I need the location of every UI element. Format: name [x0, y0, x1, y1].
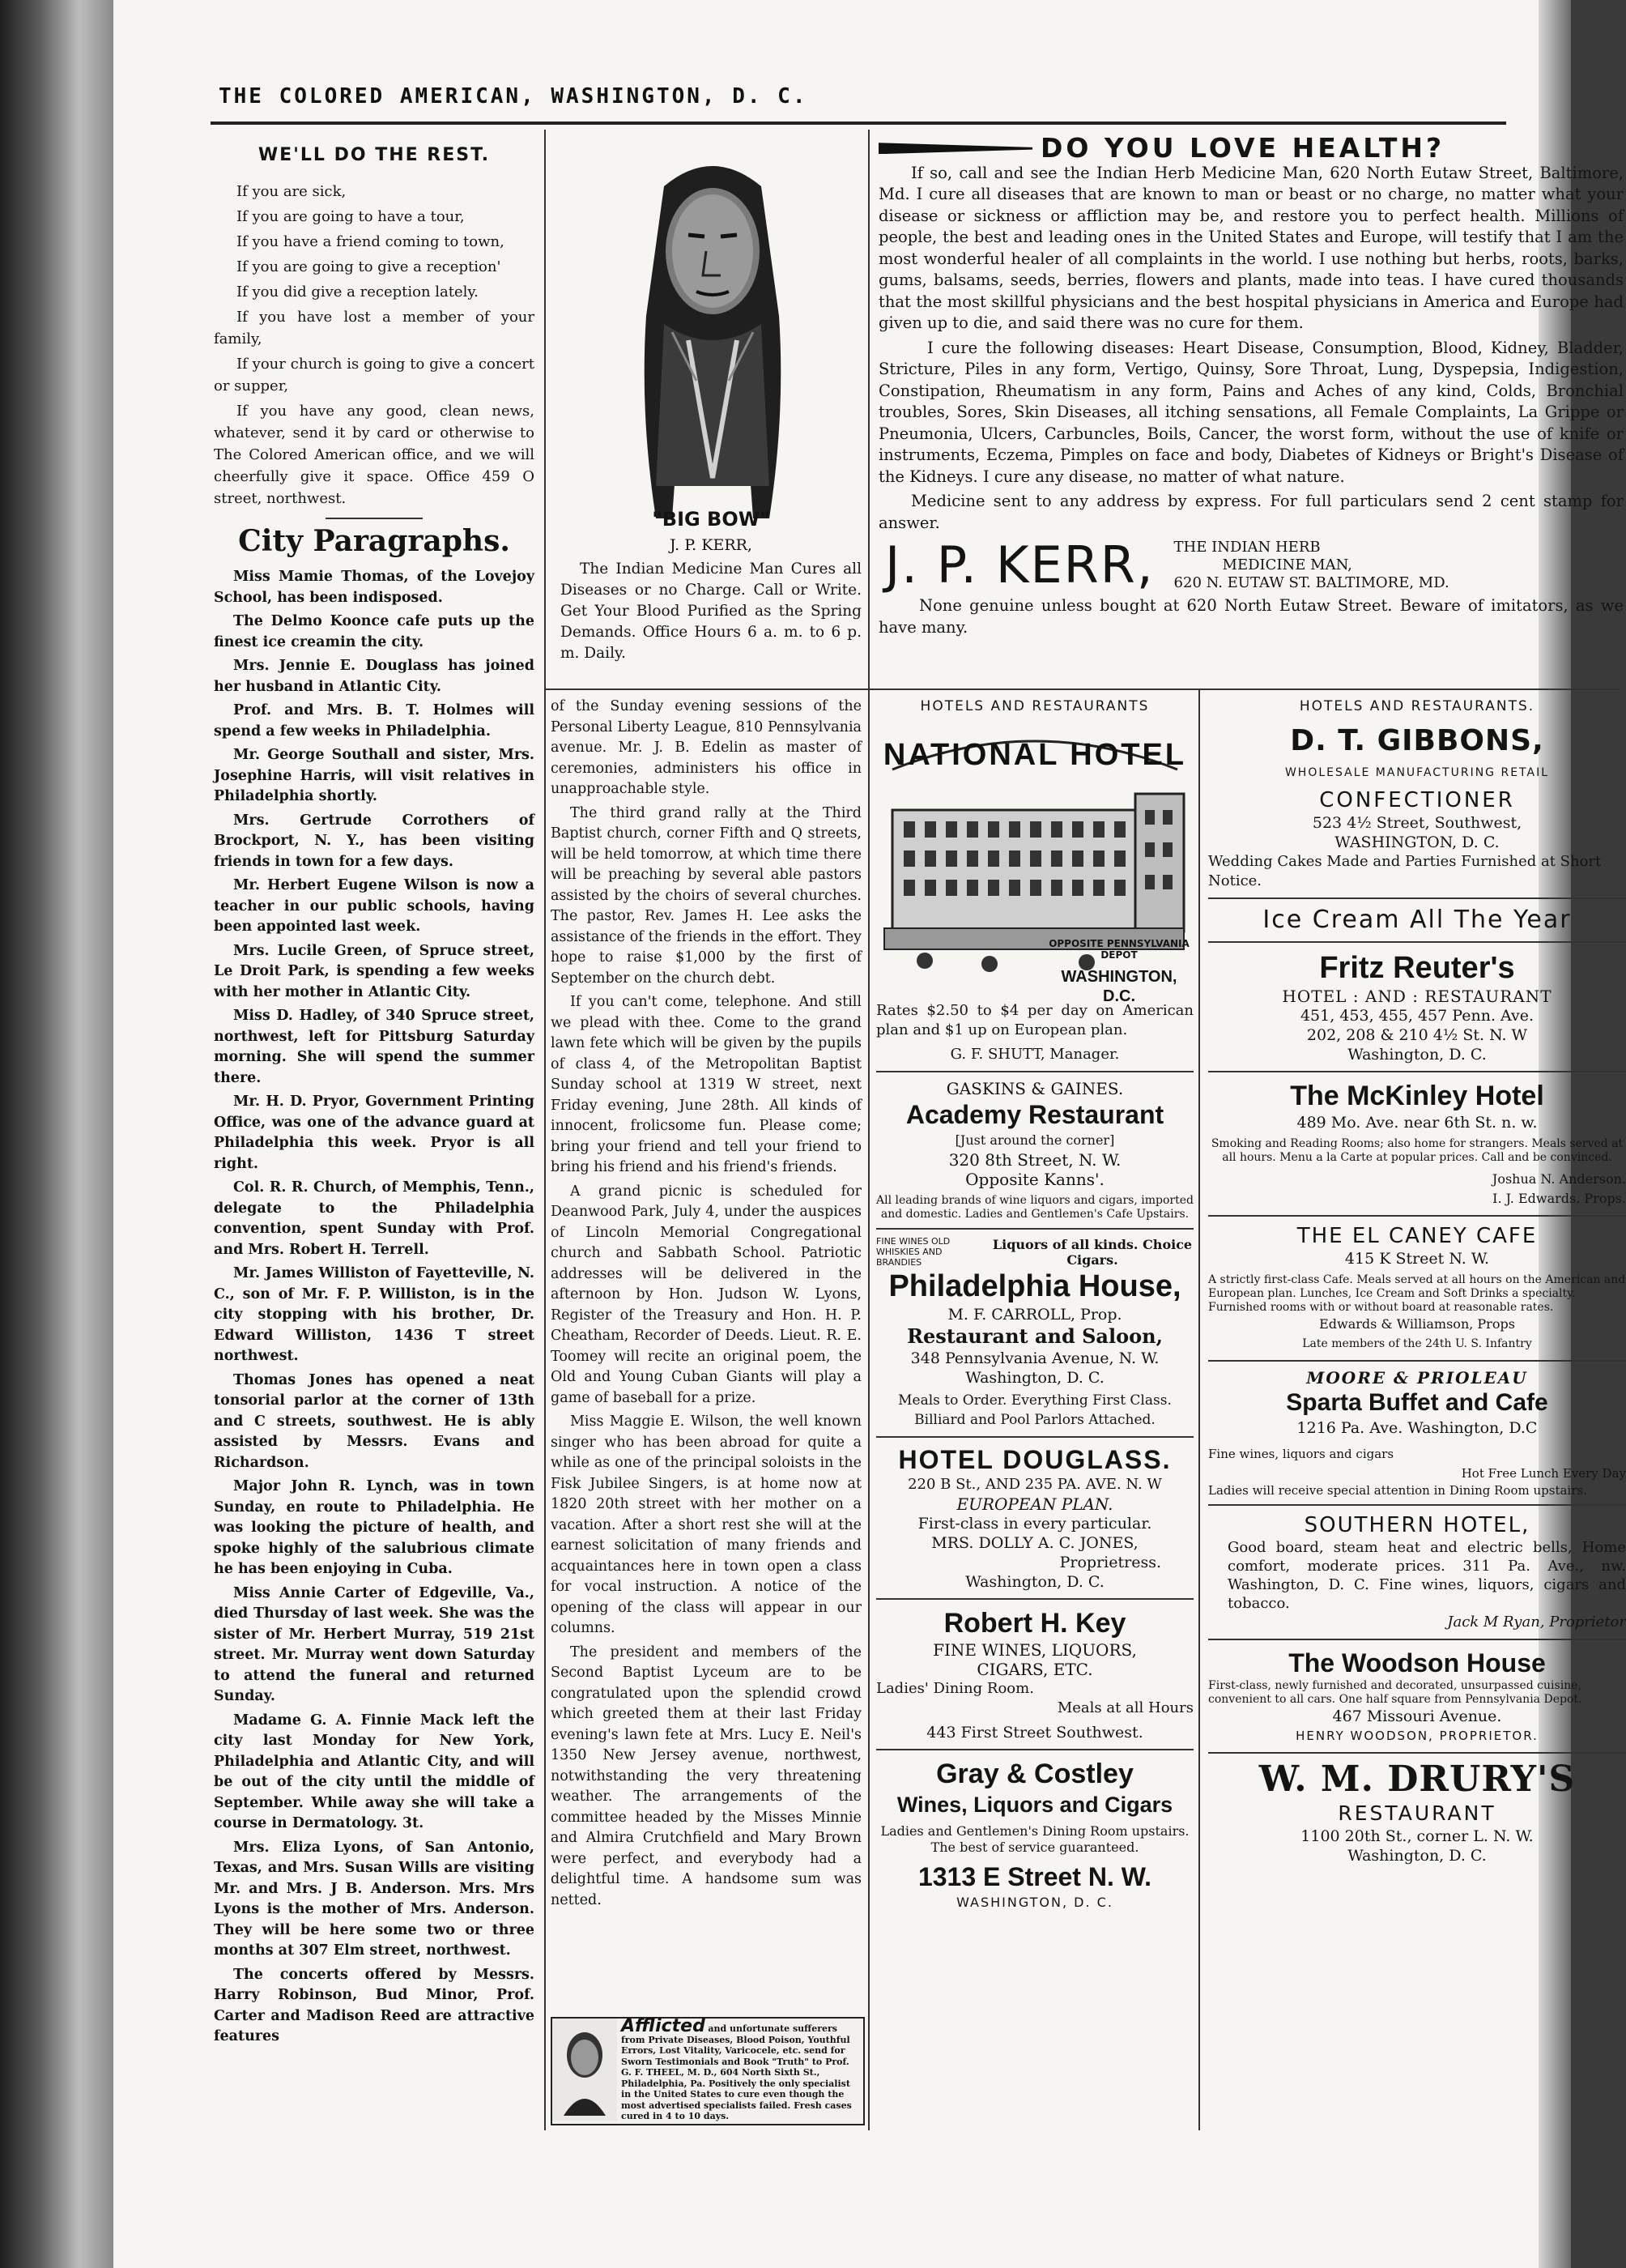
- sparta-text: Fine wines, liquors and cigars: [1208, 1447, 1394, 1461]
- mckinley-props: I. J. Edwards. Props.: [1492, 1191, 1626, 1206]
- national-rates: Rates $2.50 to $4 per day on American plan and $1 up on European plan.: [876, 1002, 1194, 1038]
- gray-text: Ladies and Gentlemen's Dining Room upstairs. The best of service guaranteed.: [880, 1823, 1190, 1855]
- douglass-title-text: Proprietress.: [1059, 1554, 1161, 1571]
- philadelphia-billiard: Billiard and Pool Parlors Attached.: [914, 1412, 1156, 1428]
- academy-ad: [876, 1072, 1194, 1230]
- douglass-plan: EUROPEAN PLAN.: [956, 1494, 1113, 1514]
- divider: [326, 518, 423, 519]
- paragraph: Mrs. Lucile Green, of Spruce street, Le Droit Park, is spending a few weeks with her mother in Atlantic City.: [214, 942, 534, 1000]
- fritz-reuter-ad: [1208, 943, 1626, 1072]
- rest-line: If you are sick,: [236, 183, 347, 200]
- health-ad: [879, 132, 1624, 642]
- rest-line: If you have any good, clean news, whatever, send it by card or otherwise to The Colored American office, and we will cheerfully give it space. Office 459 O street, northwest.: [214, 403, 534, 507]
- southern-text: Good board, steam heat and electric bells, Home comfort, moderate prices. 311 Pa. Ave., nw. Washington, D. C. Fine wines, liquors, cigars and tobacco.: [1228, 1539, 1626, 1612]
- kerr-large-name: J. P. KERR,: [885, 535, 1155, 595]
- kerr-text: The Indian Medicine Man Cures all Diseases or no Charge. Call or Write. Get Your Blood Purified as the Spring Demands. Office Hours 6 a. m. to 6 p. m. Daily.: [560, 561, 862, 662]
- drury-title: W. M. DRURY'S: [1258, 1759, 1576, 1800]
- rest-line: If you have lost a member of your family,: [214, 309, 534, 347]
- mckinley-ad: [1208, 1072, 1626, 1217]
- portrait-engraving: [567, 138, 858, 543]
- moore-prioleau: MOORE & PRIOLEAU: [1306, 1368, 1528, 1388]
- rest-line: If you have a friend coming to town,: [236, 233, 504, 250]
- paragraph: The concerts offered by Messrs. Harry Robinson, Bud Minor, Prof. Carter and Madison Reed are attractive features: [214, 1966, 534, 2044]
- rest-line: If you are going to give a reception': [236, 258, 501, 275]
- mckinley-address: 489 Mo. Ave. near 6th St. n. w.: [1296, 1114, 1538, 1132]
- paragraph: Miss Mamie Thomas, of the Lovejoy School, has been indisposed.: [214, 569, 534, 606]
- drury-address: 1100 20th St., corner L. N. W.: [1300, 1827, 1534, 1845]
- academy-around: [Just around the corner]: [955, 1132, 1115, 1148]
- drury-city: Washington, D. C.: [1347, 1847, 1487, 1865]
- health-p1: If so, call and see the Indian Herb Medicine Man, 620 North Eutaw Street, Baltimore, Md. I cure all diseases that are known to man or beast or no charge, no matter what your disease or sickness or affliction may be, and restore you to perfect health. Millions of people, the best and leading ones in the United States and Europe, will testify that I am the most wonderful healer of all complaints in the world. I use nothing but herbs, roots, barks, gums, balsams, seeds, berries, flowers and plants, made into teas. I have cured thousands that the most skillful physicians and the best hospital physicians in America and Europe had given up to die, and said there was no cure for them.: [879, 163, 1624, 332]
- national-city: WASHINGTON, D.C.: [1061, 968, 1177, 1005]
- rest-title: WE'LL DO THE REST.: [258, 145, 491, 165]
- gray-city: WASHINGTON, D. C.: [956, 1895, 1113, 1910]
- paragraph: Mr. James Williston of Fayetteville, N. C., son of Mr. F. P. Williston, is in the city stopping with his brother, Dr. Edward Williston, 1436 T street northwest.: [214, 1265, 534, 1364]
- reuter-hotel: HOTEL : AND : RESTAURANT: [1282, 987, 1552, 1006]
- fine-wines: FINE WINES OLD WHISKIES AND BRANDIES: [876, 1236, 951, 1268]
- column-rule: [1198, 688, 1200, 2130]
- column-1: [214, 144, 534, 2051]
- kerr-name: J. P. KERR,: [670, 536, 752, 554]
- side-line: THE INDIAN HERB: [1173, 539, 1321, 556]
- el-caney-text: A strictly first-class Cafe. Meals served at all hours on the American and European plan. Lunches, Ice Cream and Soft Drinks a specialty. Furnished rooms with or without board at reasonable rates.: [1208, 1273, 1626, 1314]
- gibbons-city: WASHINGTON, D. C.: [1334, 833, 1500, 851]
- afflicted-text-block: [617, 2016, 863, 2124]
- paragraph: Prof. and Mrs. B. T. Holmes will spend a few weeks in Philadelphia.: [214, 702, 534, 740]
- key-line: Meals at all Hours: [1057, 1699, 1194, 1716]
- rest-line: If your church is going to give a concert or supper,: [214, 356, 534, 394]
- gray-wines: Wines, Liquors and Cigars: [896, 1793, 1173, 1817]
- key-address: 443 First Street Southwest.: [926, 1724, 1143, 1742]
- southern-hotel-ad: [1208, 1506, 1626, 1640]
- health-p4: None genuine unless bought at 620 North Eutaw Street. Beware of imitators, as we have many.: [879, 596, 1624, 637]
- liquors-text: Liquors of all kinds. Choice Cigars.: [992, 1236, 1193, 1268]
- woodson-address: 467 Missouri Avenue.: [1332, 1707, 1502, 1725]
- big-bow-portrait: [567, 138, 858, 543]
- reuter-title: Fritz Reuter's: [1319, 951, 1515, 985]
- reuter-address: 202, 208 & 210 4½ St. N. W: [1306, 1026, 1528, 1044]
- health-title: DO YOU LOVE HEALTH?: [1041, 132, 1445, 164]
- sparta-title: Sparta Buffet and Cafe: [1286, 1389, 1548, 1416]
- paragraph: Mrs. Gertrude Corrothers of Brockport, N. Y., has been visiting friends in town for a few days.: [214, 812, 534, 870]
- woodson-house-ad: [1208, 1640, 1626, 1754]
- city-paragraphs-title: City Paragraphs.: [238, 524, 510, 558]
- mckinley-title: The McKinley Hotel: [1290, 1081, 1544, 1111]
- paragraph: Mrs. Jennie E. Douglass has joined her husband in Atlantic City.: [214, 658, 534, 695]
- philadelphia-prop: M. F. CARROLL, Prop.: [947, 1306, 1122, 1324]
- douglass-proprietress: MRS. DOLLY A. C. JONES,: [931, 1534, 1139, 1552]
- gibbons-sub: WHOLESALE MANUFACTURING RETAIL: [1284, 766, 1550, 779]
- pointer-shape: [879, 143, 1032, 154]
- big-bow-caption: "BIG BOW": [652, 508, 770, 531]
- paragraph: Mr. H. D. Pryor, Government Printing Office, was one of the advance guard at Philadelphia this week. Pryor is all right.: [214, 1094, 534, 1172]
- gaskins-name: GASKINS & GAINES.: [946, 1079, 1124, 1098]
- sparta-text: Hot Free Lunch Every Day: [1461, 1466, 1626, 1481]
- southern-title: SOUTHERN HOTEL,: [1304, 1513, 1530, 1537]
- paragraph: Miss Annie Carter of Edgeville, Va., died Thursday of last week. She was the sister of Mr. Herbert Murray, 519 21st street. Mr. Murray went down Saturday to attend the funeral and returned Sunday.: [214, 1584, 534, 1704]
- philadelphia-restaurant: Restaurant and Saloon,: [907, 1324, 1163, 1348]
- newspaper-page: [113, 0, 1626, 2268]
- afflicted-text: and unfortunate sufferers from Private Diseases, Blood Poison, Youthful Errors, Lost Vitality, Varicocele, etc. send for Sworn Testimonials and Book "Truth" to Prof. G. F. THEEL, M. D., 604 North Sixth St., Philadelphia, Pa. Positively the only specialist in the United States to cure even though the most advertised specialists failed. Fresh cases cured in 4 to 10 days.: [621, 2023, 852, 2121]
- column-2: [551, 697, 862, 1914]
- philadelphia-house-ad: [876, 1230, 1194, 1438]
- el-caney-address: 415 K Street N. W.: [1344, 1250, 1490, 1268]
- rest-line: If you did give a reception lately.: [236, 284, 479, 301]
- paragraph: Major John R. Lynch, was in town Sunday, en route to Philadelphia. He was looking the picture of health, and spoke highly of the salubrious climate he has been enjoying in Cuba.: [214, 1478, 534, 1577]
- hotels-header-right: HOTELS AND RESTAURANTS.: [1299, 698, 1535, 714]
- drury-restaurant: RESTAURANT: [1338, 1801, 1496, 1825]
- el-caney-title: THE EL CANEY CAFE: [1296, 1224, 1538, 1248]
- mckinley-props: Joshua N. Anderson.: [1492, 1171, 1626, 1187]
- paragraph: Miss D. Hadley, of 340 Spruce street, northwest, left for Pittsburg Saturday morning. She will spend the summer there.: [214, 1008, 534, 1086]
- section-rule: [546, 688, 1620, 690]
- douglass-first-class: First-class in every particular.: [917, 1515, 1152, 1533]
- kerr-signature-row: [885, 535, 1624, 595]
- health-p2: I cure the following diseases: Heart Disease, Consumption, Blood, Kidney, Bladder, Stricture, Piles in any form, Vertigo, Quinsy, Sore Throat, Lung, Dyspepsia, Indigestion, Constipation, Rheumatism in any form, Pains and Aches of any kind, Colds, Bronchial troubles, Sores, Skin Diseases, all itching sensations, all Female Complaints, La Grippe or Pneumonia, Ulcers, Carbuncles, Boils, Cancer, the worst form, without the use of knife or instruments, Eczema, Pimples on face and body, Diabetes of Kidneys or Bright's Disease of the Kidneys. I cure any disease, no matter of what nature.: [879, 338, 1624, 486]
- mckinley-text: Smoking and Reading Rooms; also home for strangers. Meals served at all hours. Menu a la Carte at popular prices. Call and be convinced.: [1211, 1137, 1624, 1164]
- paragraph: Madame G. A. Finnie Mack left the city last Monday for New York, Philadelphia and Atlantic City, and will be out of the city until the middle of September. While away she will take a course in Dermatology. 3t.: [214, 1712, 534, 1831]
- side-line: 620 N. EUTAW ST. BALTIMORE, MD.: [1173, 574, 1449, 591]
- philadelphia-city: Washington, D. C.: [965, 1369, 1105, 1387]
- health-title-row: [879, 132, 1624, 164]
- doctor-portrait: [552, 2019, 617, 2121]
- kerr-side-address: [1174, 539, 1449, 592]
- sparta-ad: [1208, 1362, 1626, 1506]
- paragraph: Mr. George Southall and sister, Mrs. Josephine Harris, will visit relatives in Philadelphia shortly.: [214, 747, 534, 804]
- sparta-text: Ladies will receive special attention in Dining Room upstairs.: [1208, 1483, 1587, 1498]
- rest-lines: [214, 181, 534, 509]
- robert-key-ad: [876, 1600, 1194, 1750]
- ice-cream-ad: Ice Cream All The Year: [1208, 899, 1626, 943]
- gibbons-title: D. T. GIBBONS,: [1290, 724, 1544, 757]
- kerr-portrait-block: [560, 509, 862, 667]
- gibbons-ad: [1208, 697, 1626, 899]
- side-line: MEDICINE MAN,: [1222, 556, 1352, 573]
- rest-line: If you are going to have a tour,: [236, 208, 465, 225]
- paragraph: The president and members of the Second Baptist Lyceum are to be congratulated upon the splendid crowd which greeted them at their last Friday evening's lawn fete at Mrs. Lucy E. Neil's 1350 New Jersey avenue, northwest, notwithstanding the very threatening weather. The arrangements of the committee headed by the Misses Minnie and Almira Crutchfield and Mary Brown were perfect, and everybody had a delightful time. A handsome sum was netted.: [551, 1643, 862, 1908]
- hotels-header: HOTELS AND RESTAURANTS: [920, 698, 1150, 714]
- column-rule: [544, 130, 546, 2130]
- column-4: [1208, 697, 1626, 1865]
- national-hotel-illustration: [876, 721, 1194, 1005]
- el-caney-props: Edwards & Williamson, Props: [1319, 1316, 1515, 1332]
- wines-row: [876, 1236, 1194, 1268]
- academy-opposite: Opposite Kanns'.: [965, 1170, 1105, 1189]
- gray-title: Gray & Costley: [936, 1759, 1134, 1789]
- gibbons-cakes: Wedding Cakes Made and Parties Furnished at Short Notice.: [1208, 853, 1602, 889]
- paragraph: Mrs. Eliza Lyons, of San Antonio, Texas, and Mrs. Susan Wills are visiting Mr. and Mrs. J B. Anderson. Mrs. Mrs Lyons is the mother of Mrs. Anderson. They will be here some two or three months at 307 Elm street, northwest.: [214, 1839, 534, 1959]
- gray-costley-ad: [876, 1750, 1194, 1912]
- woodson-prop: HENRY WOODSON, PROPRIETOR.: [1296, 1729, 1539, 1743]
- paragraph: Mr. Herbert Eugene Wilson is now a teacher in our public schools, having been appointed last week.: [214, 877, 534, 935]
- key-line: Ladies' Dining Room.: [876, 1680, 1034, 1697]
- paragraph: A grand picnic is scheduled for Deanwood Park, July 4, under the auspices of Lincoln Memorial Congregational church and Sabbath School. Patriotic addresses will be delivered in the afternoon by Hon. Judson W. Lyons, Register of the Treasury and Hon. H. P. Cheatham, Recorder of Deeds. Lieut. R. E. Toomey will recite an original poem, the Old and Young Cuban Giants will play a game of baseball for a prize.: [551, 1183, 862, 1406]
- philadelphia-title: Philadelphia House,: [888, 1269, 1181, 1303]
- column-3: [876, 697, 1194, 1912]
- national-opposite: OPPOSITE PENNSYLVANIA DEPOT: [1049, 938, 1190, 961]
- paragraph: The third grand rally at the Third Baptist church, corner Fifth and Q streets, will be held tomorrow, at which time there will be preaching by several able pastors assisted by the choirs of several churches. The pastor, Rev. James H. Lee asks the assistance of the friends in the effort. They hope to raise $1,000 by the first of September on the church debt.: [551, 804, 862, 987]
- key-line: CIGARS, ETC.: [977, 1660, 1093, 1679]
- paragraph: Miss Maggie E. Wilson, the well known singer who has been abroad for quite a while as one of the principal soloists in the Fisk Jubilee Singers, is at home now at 1820 20th street with her mother on a vacation. After a short rest she will at the earnest solicitation of many friends and acquaintances here in town open a class for vocal instruction. A notice of the opening of the class will appear in our columns.: [551, 1413, 862, 1636]
- douglass-city: Washington, D. C.: [965, 1573, 1105, 1591]
- southern-prop: Jack M Ryan, Proprietor: [1447, 1614, 1626, 1631]
- key-line: FINE WINES, LIQUORS,: [933, 1640, 1137, 1660]
- key-title: Robert H. Key: [943, 1608, 1126, 1639]
- top-rule: [211, 122, 1506, 125]
- gibbons-confectioner: CONFECTIONER: [1319, 788, 1515, 812]
- gray-address: 1313 E Street N. W.: [917, 1862, 1152, 1891]
- national-hotel-name: NATIONAL HOTEL: [883, 738, 1187, 772]
- paragraph: Col. R. R. Church, of Memphis, Tenn., delegate to the Philadelphia convention, spent Sunday with Prof. and Mrs. Robert H. Terrell.: [214, 1179, 534, 1258]
- academy-address: 320 8th Street, N. W.: [948, 1150, 1122, 1170]
- paragraph: Thomas Jones has opened a neat tonsorial parlor at the corner of 13th and C streets, southwest. He is ably assisted by Messrs. Evans and Richardson.: [214, 1371, 534, 1471]
- health-p3: Medicine sent to any address by express. For full particulars send 2 cent stamp for answer.: [879, 492, 1624, 532]
- philadelphia-address: 348 Pennsylvania Avenue, N. W.: [910, 1349, 1160, 1367]
- reuter-city: Washington, D. C.: [1347, 1046, 1487, 1064]
- drury-ad: [1208, 1754, 1626, 1865]
- sparta-address: 1216 Pa. Ave. Washington, D.C: [1296, 1419, 1538, 1437]
- afflicted-title: Afflicted: [621, 2016, 705, 2036]
- paragraph: The Delmo Koonce cafe puts up the finest ice creamin the city.: [214, 613, 534, 650]
- column-rule: [868, 130, 870, 2130]
- national-manager: G. F. SHUTT, Manager.: [876, 1043, 1194, 1072]
- paragraph: If you can't come, telephone. And still we plead with thee. Come to the grand lawn fete which will be given by the pupils of class 4, of the Metropolitan Baptist Sunday school at 1319 W street, next Friday evening, June 28th. All kinds of innocent, frolicsome fun. Please come; bring your friend and tell your friend to bring his friend and his friend's friends.: [551, 994, 862, 1175]
- el-caney-ad: [1208, 1217, 1626, 1362]
- el-caney-late: Late members of the 24th U. S. Infantry: [1302, 1337, 1532, 1350]
- city-paragraphs: [214, 567, 534, 2048]
- afflicted-ad: [551, 2017, 865, 2125]
- woodson-title: The Woodson House: [1288, 1648, 1546, 1678]
- academy-title: Academy Restaurant: [905, 1100, 1164, 1129]
- paragraph: of the Sunday evening sessions of the Personal Liberty League, 810 Pennsylvania avenue. Mr. J. B. Edelin as master of ceremonies, administers his office in unapproachable style.: [551, 698, 862, 797]
- book-binding: [0, 0, 113, 2268]
- philadelphia-meals: Meals to Order. Everything First Class.: [898, 1392, 1172, 1409]
- academy-text: All leading brands of wine liquors and cigars, imported and domestic. Ladies and Gentlemen's Cafe Upstairs.: [876, 1194, 1194, 1221]
- hotel-douglass-ad: [876, 1438, 1194, 1600]
- masthead: THE COLORED AMERICAN, WASHINGTON, D. C.: [219, 84, 808, 109]
- gibbons-address: 523 4½ Street, Southwest,: [1312, 814, 1522, 832]
- douglass-address: 220 B St., AND 235 PA. AVE. N. W: [908, 1476, 1162, 1493]
- reuter-address: 451, 453, 455, 457 Penn. Ave.: [1300, 1007, 1534, 1025]
- douglass-title: HOTEL DOUGLASS.: [898, 1445, 1172, 1474]
- woodson-text: First-class, newly furnished and decorated, unsurpassed cuisine, convenient to all cars. One half square from Pennsylvania Depot.: [1208, 1679, 1582, 1706]
